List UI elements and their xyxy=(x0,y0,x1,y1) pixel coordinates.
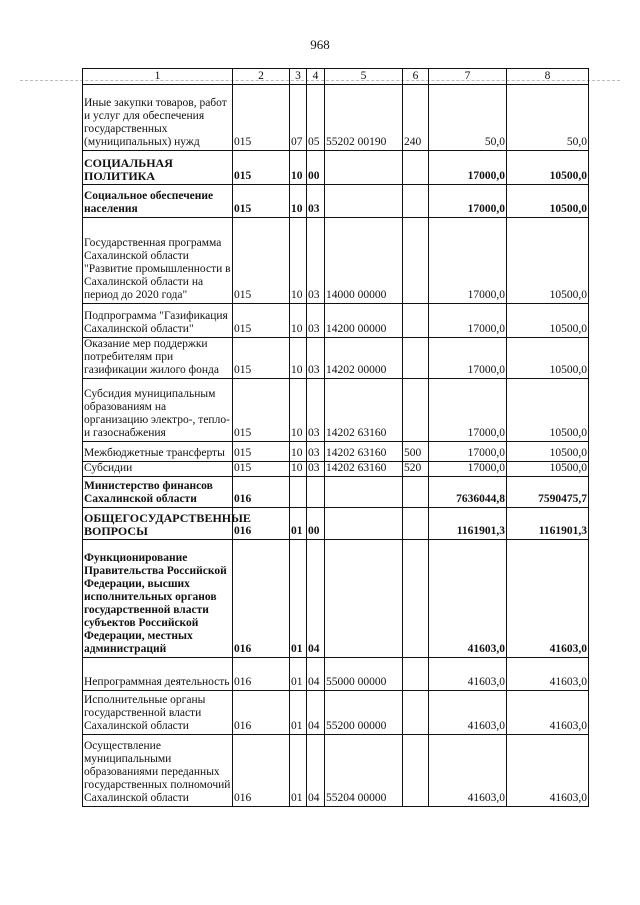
header-cell: 7 xyxy=(429,69,507,85)
col7-amount-1: 17000,0 xyxy=(429,462,507,477)
col8-amount-2: 10500,0 xyxy=(507,304,589,338)
row-name: Исполнительные органы государственной власти Сахалинской области xyxy=(83,691,233,735)
table-row xyxy=(83,304,589,338)
header-cell: 4 xyxy=(307,69,325,85)
table-row xyxy=(83,540,589,658)
col4-subsection: 05 xyxy=(307,85,325,151)
col2-chapter: 015 xyxy=(233,379,290,442)
col8-amount-2: 50,0 xyxy=(507,85,589,151)
table-row xyxy=(83,691,589,735)
row-name: Иные закупки товаров, работ и услуг для обеспечения государственных (муниципальных) нужд xyxy=(83,85,233,151)
row-name: Министерство финансов Сахалинской области xyxy=(83,477,233,508)
col8-amount-2: 10500,0 xyxy=(507,462,589,477)
col5-target-article: 55200 00000 xyxy=(325,691,403,735)
col7-amount-1: 17000,0 xyxy=(429,185,507,218)
row-name: Государственная программа Сахалинской области "Развитие промышленности в Сахалинской области на период до 2020 года" xyxy=(83,218,233,304)
col8-amount-2: 1161901,3 xyxy=(507,508,589,540)
table-row xyxy=(83,735,589,807)
col8-amount-2: 10500,0 xyxy=(507,185,589,218)
header-cell: 1 xyxy=(83,69,233,85)
col2-chapter: 016 xyxy=(233,735,290,807)
col3-section: 10 xyxy=(290,462,307,477)
col3-section: 01 xyxy=(290,658,307,691)
col4-subsection: 04 xyxy=(307,658,325,691)
col8-amount-2: 41603,0 xyxy=(507,735,589,807)
header-cell: 8 xyxy=(507,69,589,85)
col5-target-article: 55000 00000 xyxy=(325,658,403,691)
col4-subsection: 03 xyxy=(307,185,325,218)
col5-target-article: 14202 00000 xyxy=(325,338,403,379)
col5-target-article xyxy=(325,185,403,218)
col2-chapter: 015 xyxy=(233,218,290,304)
header-cell: 6 xyxy=(403,69,429,85)
header-cell: 3 xyxy=(290,69,307,85)
col8-amount-2: 10500,0 xyxy=(507,218,589,304)
col4-subsection: 00 xyxy=(307,151,325,185)
col2-chapter: 015 xyxy=(233,185,290,218)
table-row xyxy=(83,85,589,151)
col5-target-article xyxy=(325,151,403,185)
table-row xyxy=(83,462,589,477)
col4-subsection xyxy=(307,477,325,508)
col6-expense-type xyxy=(403,691,429,735)
col2-chapter: 015 xyxy=(233,442,290,462)
col2-chapter: 015 xyxy=(233,85,290,151)
col5-target-article: 55202 00190 xyxy=(325,85,403,151)
col6-expense-type xyxy=(403,218,429,304)
table-row xyxy=(83,379,589,442)
row-name: СОЦИАЛЬНАЯ ПОЛИТИКА xyxy=(83,151,233,185)
col3-section: 10 xyxy=(290,218,307,304)
col2-chapter: 015 xyxy=(233,462,290,477)
col6-expense-type: 500 xyxy=(403,442,429,462)
col4-subsection: 03 xyxy=(307,304,325,338)
col3-section: 01 xyxy=(290,540,307,658)
table-row xyxy=(83,658,589,691)
col6-expense-type xyxy=(403,379,429,442)
col3-section: 07 xyxy=(290,85,307,151)
col7-amount-1: 41603,0 xyxy=(429,735,507,807)
col4-subsection: 04 xyxy=(307,691,325,735)
table-row xyxy=(83,508,589,540)
col5-target-article: 55204 00000 xyxy=(325,735,403,807)
col4-subsection: 03 xyxy=(307,379,325,442)
col6-expense-type: 520 xyxy=(403,462,429,477)
col3-section: 10 xyxy=(290,151,307,185)
budget-table xyxy=(82,68,589,807)
col2-chapter: 016 xyxy=(233,658,290,691)
col6-expense-type xyxy=(403,477,429,508)
col5-target-article: 14202 63160 xyxy=(325,462,403,477)
col2-chapter: 015 xyxy=(233,304,290,338)
col3-section: 10 xyxy=(290,379,307,442)
col5-target-article: 14200 00000 xyxy=(325,304,403,338)
col7-amount-1: 17000,0 xyxy=(429,304,507,338)
col8-amount-2: 41603,0 xyxy=(507,540,589,658)
col7-amount-1: 41603,0 xyxy=(429,691,507,735)
header-cell: 5 xyxy=(325,69,403,85)
col7-amount-1: 41603,0 xyxy=(429,658,507,691)
col6-expense-type: 240 xyxy=(403,85,429,151)
row-name: ОБЩЕГОСУДАРСТВЕННЫЕ ВОПРОСЫ xyxy=(83,508,233,540)
row-name: Осуществление муниципальными образованиями переданных государственных полномочий Сахалинской области xyxy=(83,735,233,807)
col3-section: 10 xyxy=(290,304,307,338)
col5-target-article: 14202 63160 xyxy=(325,442,403,462)
col6-expense-type xyxy=(403,735,429,807)
table-row xyxy=(83,338,589,379)
row-name: Подпрограмма "Газификация Сахалинской области" xyxy=(83,304,233,338)
col4-subsection: 03 xyxy=(307,338,325,379)
row-name: Субсидии xyxy=(83,462,233,477)
row-name: Оказание мер поддержки потребителям при газификации жилого фонда xyxy=(83,338,233,379)
col8-amount-2: 10500,0 xyxy=(507,151,589,185)
col4-subsection: 03 xyxy=(307,442,325,462)
col7-amount-1: 17000,0 xyxy=(429,151,507,185)
col4-subsection: 00 xyxy=(307,508,325,540)
col7-amount-1: 17000,0 xyxy=(429,338,507,379)
col6-expense-type xyxy=(403,658,429,691)
header-row xyxy=(83,69,589,85)
col2-chapter: 016 xyxy=(233,691,290,735)
col3-section: 10 xyxy=(290,185,307,218)
table-row xyxy=(83,151,589,185)
table-row xyxy=(83,442,589,462)
col4-subsection: 04 xyxy=(307,735,325,807)
page-number: 968 xyxy=(310,37,330,52)
col2-chapter: 016 xyxy=(233,477,290,508)
col7-amount-1: 50,0 xyxy=(429,85,507,151)
col6-expense-type xyxy=(403,304,429,338)
col2-chapter: 016 xyxy=(233,540,290,658)
col3-section xyxy=(290,477,307,508)
col7-amount-1: 7636044,8 xyxy=(429,477,507,508)
col5-target-article xyxy=(325,508,403,540)
col4-subsection: 03 xyxy=(307,462,325,477)
table-row xyxy=(83,218,589,304)
col2-chapter: 016 xyxy=(233,508,290,540)
col5-target-article: 14202 63160 xyxy=(325,379,403,442)
col7-amount-1: 17000,0 xyxy=(429,218,507,304)
col5-target-article xyxy=(325,540,403,658)
table-row xyxy=(83,477,589,508)
row-name: Непрограммная деятельность xyxy=(83,658,233,691)
table-row xyxy=(83,185,589,218)
col2-chapter: 015 xyxy=(233,338,290,379)
col6-expense-type xyxy=(403,540,429,658)
col8-amount-2: 10500,0 xyxy=(507,379,589,442)
col8-amount-2: 41603,0 xyxy=(507,691,589,735)
row-name: Межбюджетные трансферты xyxy=(83,442,233,462)
col3-section: 01 xyxy=(290,508,307,540)
col7-amount-1: 17000,0 xyxy=(429,442,507,462)
header-cell: 2 xyxy=(233,69,290,85)
col8-amount-2: 10500,0 xyxy=(507,442,589,462)
col6-expense-type xyxy=(403,508,429,540)
col8-amount-2: 41603,0 xyxy=(507,658,589,691)
col2-chapter: 015 xyxy=(233,151,290,185)
col8-amount-2: 10500,0 xyxy=(507,338,589,379)
col3-section: 01 xyxy=(290,691,307,735)
col3-section: 10 xyxy=(290,442,307,462)
col6-expense-type xyxy=(403,338,429,379)
col4-subsection: 03 xyxy=(307,218,325,304)
col6-expense-type xyxy=(403,185,429,218)
row-name: Социальное обеспечение населения xyxy=(83,185,233,218)
col6-expense-type xyxy=(403,151,429,185)
col3-section: 01 xyxy=(290,735,307,807)
col5-target-article xyxy=(325,477,403,508)
col7-amount-1: 1161901,3 xyxy=(429,508,507,540)
row-name: Функционирование Правительства Российской Федерации, высших исполнительных органов государственной власти субъектов Российской Федерации, местных администраций xyxy=(83,540,233,658)
col7-amount-1: 17000,0 xyxy=(429,379,507,442)
col4-subsection: 04 xyxy=(307,540,325,658)
col5-target-article: 14000 00000 xyxy=(325,218,403,304)
col3-section: 10 xyxy=(290,338,307,379)
col8-amount-2: 7590475,7 xyxy=(507,477,589,508)
col7-amount-1: 41603,0 xyxy=(429,540,507,658)
row-name: Субсидия муниципальным образованиям на организацию электро-, тепло- и газоснабжения xyxy=(83,379,233,442)
